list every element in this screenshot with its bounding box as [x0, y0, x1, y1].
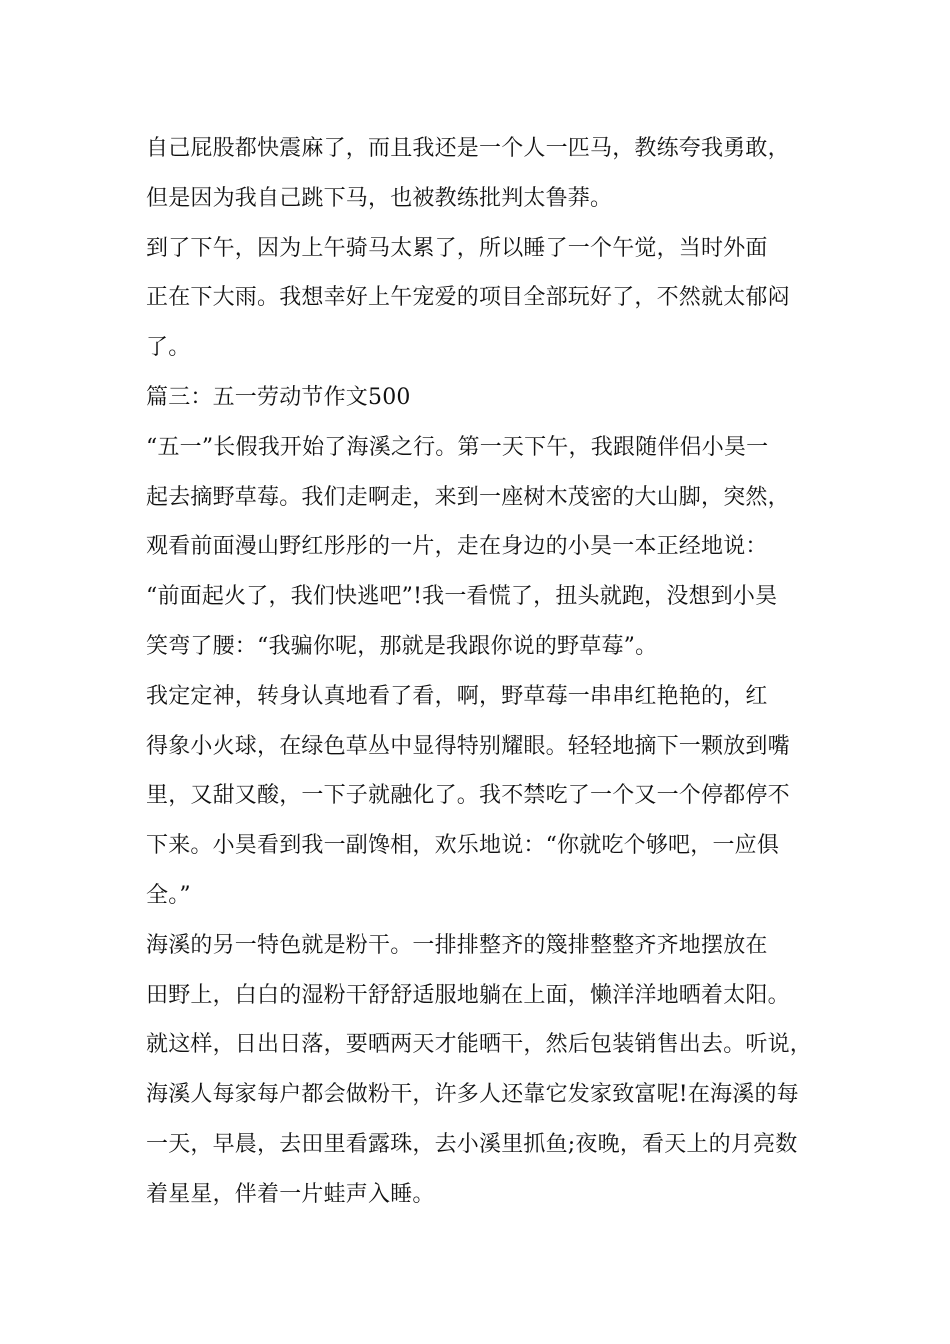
text-line: 到了下午，因为上午骑马太累了，所以睡了一个午觉，当时外面 [146, 235, 768, 261]
paragraph-rice-noodles [146, 921, 818, 1220]
document-body [146, 124, 818, 1220]
text-line: 正在下大雨。我想幸好上午宠爱的项目全部玩好了，不然就太郁闷 [146, 285, 790, 311]
paragraph-eating-strawberries [146, 672, 818, 921]
heading-text: 篇三：五一劳动节作文500 [146, 384, 411, 410]
section-heading [146, 373, 818, 423]
text-line: “五一”长假我开始了海溪之行。第一天下午，我跟随伴侣小昊一 [146, 434, 769, 460]
text-line: 着星星，伴着一片蛙声入睡。 [146, 1181, 435, 1207]
paragraph-horse-riding-end [146, 124, 818, 224]
paragraph-wild-strawberries [146, 423, 818, 672]
text-line: 了。 [146, 335, 191, 361]
text-line: 但是因为我自己跳下马，也被教练批判太鲁莽。 [146, 185, 613, 211]
text-line: 笑弯了腰：“我骗你呢，那就是我跟你说的野草莓”。 [146, 633, 658, 659]
text-line: 自己屁股都快震麻了，而且我还是一个人一匹马，教练夸我勇敢， [146, 136, 790, 161]
paragraph-afternoon-nap [146, 224, 818, 373]
text-line: 就这样，日出日落，要晒两天才能晒干，然后包装销售出去。听说， [146, 1032, 813, 1058]
text-line: 一天，早晨，去田里看露珠，去小溪里抓鱼;夜晚，看天上的月亮数 [146, 1131, 798, 1157]
text-line: 全。” [146, 882, 191, 908]
text-line: 海溪的另一特色就是粉干。一排排整齐的篾排整整齐齐地摆放在 [146, 932, 768, 958]
text-line: 起去摘野草莓。我们走啊走，来到一座树木茂密的大山脚，突然， [146, 484, 790, 510]
text-line: 下来。小昊看到我一副馋相，欢乐地说：“你就吃个够吧，一应俱 [146, 833, 780, 859]
text-line: 里，又甜又酸，一下子就融化了。我不禁吃了一个又一个停都停不 [146, 783, 790, 809]
text-line: 田野上，白白的湿粉干舒舒适服地躺在上面，懒洋洋地晒着太阳。 [146, 982, 790, 1008]
text-line: 海溪人每家每户都会做粉干，许多人还靠它发家致富呢!在海溪的每 [146, 1082, 799, 1108]
text-line: “前面起火了，我们快逃吧”!我一看慌了，扭头就跑，没想到小昊 [146, 584, 778, 610]
text-line: 我定定神，转身认真地看了看，啊，野草莓一串串红艳艳的，红 [146, 683, 768, 709]
text-line: 得象小火球，在绿色草丛中显得特别耀眼。轻轻地摘下一颗放到嘴 [146, 733, 790, 759]
text-line: 观看前面漫山野红彤彤的一片，走在身边的小昊一本正经地说： [146, 534, 768, 560]
